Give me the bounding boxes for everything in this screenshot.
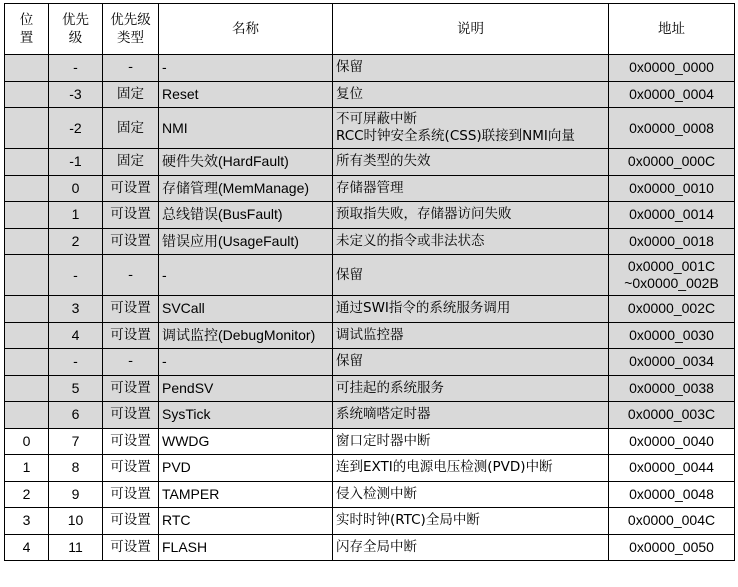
cell-address [609,322,735,349]
cell-description-line: 窗口定时器中断 [336,432,431,449]
cell-description [333,349,609,376]
cell-description [333,455,609,482]
cell-address-line: ~0x0000_002B [624,275,719,291]
cell-description-line: 保留 [336,59,363,76]
cell-description-line: 不可屏蔽中断 [336,111,417,127]
table-row [5,508,735,535]
cell-priority: -1 [49,149,103,176]
cell-address [609,508,735,535]
cell-position: 0 [5,428,49,455]
cell-position [5,175,49,202]
cell-priority-type: 可设置 [103,322,159,349]
cell-position [5,149,49,176]
cell-address [609,55,735,82]
cell-priority-type: 可设置 [103,228,159,255]
cell-name: 总线错误(BusFault) [159,202,333,229]
cell-description-line: 复位 [336,85,363,102]
table-row [5,428,735,455]
cell-description-line: 保留 [336,266,363,283]
interrupt-vector-table [4,3,735,561]
table-row [5,296,735,323]
cell-description-line: 实时时钟(RTC)全局中断 [336,512,480,529]
cell-description-line: RCC时钟安全系统(CSS)联接到NMI向量 [336,128,575,144]
cell-address [609,255,735,296]
cell-address [609,296,735,323]
cell-address [609,375,735,402]
cell-position: 2 [5,481,49,508]
header-position: 位 置 [5,4,49,55]
cell-priority-type: - [103,349,159,376]
cell-position [5,322,49,349]
cell-name: PVD [159,455,333,482]
cell-priority: 7 [49,428,103,455]
cell-priority-type: 可设置 [103,455,159,482]
cell-address [609,149,735,176]
cell-priority-type: 可设置 [103,375,159,402]
cell-address [609,108,735,149]
cell-priority: -3 [49,81,103,108]
cell-priority: 4 [49,322,103,349]
cell-name: - [159,349,333,376]
cell-description [333,149,609,176]
cell-position: 3 [5,508,49,535]
table-row [5,81,735,108]
table-row [5,402,735,429]
cell-address-line: 0x0000_001C [627,258,716,274]
cell-name: PendSV [159,375,333,402]
cell-priority: 6 [49,402,103,429]
cell-position [5,255,49,296]
cell-address-line: 0x0000_004C [627,512,716,529]
cell-name: - [159,55,333,82]
cell-name: 错误应用(UsageFault) [159,228,333,255]
cell-priority: 3 [49,296,103,323]
cell-address [609,228,735,255]
cell-address [609,175,735,202]
cell-description [333,375,609,402]
cell-description [333,402,609,429]
cell-position [5,402,49,429]
cell-address-line: 0x0000_0048 [629,485,714,502]
cell-priority-type: 固定 [103,149,159,176]
cell-name: WWDG [159,428,333,455]
cell-name: Reset [159,81,333,108]
cell-description-line: 调试监控器 [336,326,404,343]
cell-address [609,481,735,508]
cell-description-line: 连到EXTI的电源电压检测(PVD)中断 [336,459,553,476]
header-priority-type: 优先级 类型 [103,4,159,55]
table-row [5,481,735,508]
cell-priority-type: 可设置 [103,534,159,561]
table-row [5,349,735,376]
cell-description [333,81,609,108]
cell-priority-type: - [103,255,159,296]
cell-priority: 9 [49,481,103,508]
cell-address-line: 0x0000_003C [627,406,716,423]
cell-position [5,375,49,402]
cell-address-line: 0x0000_0000 [629,59,714,76]
cell-position [5,228,49,255]
cell-description [333,175,609,202]
cell-name: FLASH [159,534,333,561]
cell-address-line: 0x0000_000C [627,153,716,170]
cell-address-line: 0x0000_0010 [629,179,714,196]
table-row [5,255,735,296]
cell-priority-type: 可设置 [103,402,159,429]
cell-name: 调试监控(DebugMonitor) [159,322,333,349]
cell-name: SysTick [159,402,333,429]
table-row [5,322,735,349]
cell-priority-type: 可设置 [103,428,159,455]
cell-position [5,55,49,82]
cell-address-line: 0x0000_0050 [629,538,714,555]
cell-name: SVCall [159,296,333,323]
cell-priority: 1 [49,202,103,229]
table-body [5,55,735,561]
cell-description [333,228,609,255]
cell-priority-type: 可设置 [103,175,159,202]
cell-priority-type: 可设置 [103,202,159,229]
cell-description [333,481,609,508]
cell-description-line: 保留 [336,353,363,370]
header-description: 说明 [333,4,609,55]
cell-address [609,81,735,108]
cell-description [333,108,609,149]
table-header-row [5,4,735,55]
header-address: 地址 [609,4,735,55]
cell-position: 4 [5,534,49,561]
cell-priority: -2 [49,108,103,149]
cell-position [5,108,49,149]
cell-priority-type: 可设置 [103,296,159,323]
cell-address [609,202,735,229]
cell-address-line: 0x0000_0038 [629,379,714,396]
cell-name: 硬件失效(HardFault) [159,149,333,176]
cell-priority: - [49,349,103,376]
cell-priority: 5 [49,375,103,402]
cell-name: TAMPER [159,481,333,508]
cell-priority-type: 固定 [103,108,159,149]
cell-description-line: 未定义的指令或非法状态 [336,232,485,249]
cell-priority: 11 [49,534,103,561]
cell-priority-type: 固定 [103,81,159,108]
cell-description [333,534,609,561]
table-row [5,202,735,229]
cell-name: RTC [159,508,333,535]
cell-address-line: 0x0000_0040 [629,432,714,449]
cell-position [5,296,49,323]
cell-name: 存储管理(MemManage) [159,175,333,202]
cell-address [609,455,735,482]
cell-description [333,296,609,323]
cell-address-line: 0x0000_0014 [629,206,714,223]
cell-description-line: 闪存全局中断 [336,538,417,555]
cell-address-line: 0x0000_0044 [629,459,714,476]
cell-priority: 10 [49,508,103,535]
cell-address [609,349,735,376]
table-row [5,534,735,561]
header-name: 名称 [159,4,333,55]
cell-description-line: 系统嘀嗒定时器 [336,406,431,423]
table-row [5,55,735,82]
cell-description-line: 预取指失败，存储器访问失败 [336,206,512,223]
table-row [5,175,735,202]
cell-position [5,349,49,376]
cell-priority: - [49,255,103,296]
cell-description [333,202,609,229]
cell-address-line: 0x0000_0034 [629,353,714,370]
cell-position [5,81,49,108]
cell-position [5,202,49,229]
cell-description-line: 可挂起的系统服务 [336,379,444,396]
cell-address [609,428,735,455]
cell-address-line: 0x0000_0008 [629,119,714,136]
table-row [5,228,735,255]
table-row [5,455,735,482]
cell-description [333,428,609,455]
cell-position: 1 [5,455,49,482]
table-row [5,108,735,149]
table-row [5,375,735,402]
cell-address [609,534,735,561]
table-row [5,149,735,176]
cell-priority: 2 [49,228,103,255]
cell-priority: 8 [49,455,103,482]
cell-priority: - [49,55,103,82]
cell-description [333,322,609,349]
cell-address-line: 0x0000_0030 [629,326,714,343]
cell-description [333,55,609,82]
cell-priority-type: 可设置 [103,481,159,508]
cell-name: - [159,255,333,296]
cell-address-line: 0x0000_0004 [629,85,714,102]
cell-address-line: 0x0000_0018 [629,232,714,249]
cell-description-line: 侵入检测中断 [336,485,417,502]
cell-description [333,255,609,296]
cell-name: NMI [159,108,333,149]
cell-priority: 0 [49,175,103,202]
cell-description-line: 通过SWI指令的系统服务调用 [336,300,511,317]
cell-description-line: 存储器管理 [336,179,404,196]
header-priority: 优先 级 [49,4,103,55]
cell-priority-type: 可设置 [103,508,159,535]
cell-priority-type: - [103,55,159,82]
cell-address-line: 0x0000_002C [627,300,716,317]
cell-description-line: 所有类型的失效 [336,153,431,170]
cell-address [609,402,735,429]
cell-description [333,508,609,535]
